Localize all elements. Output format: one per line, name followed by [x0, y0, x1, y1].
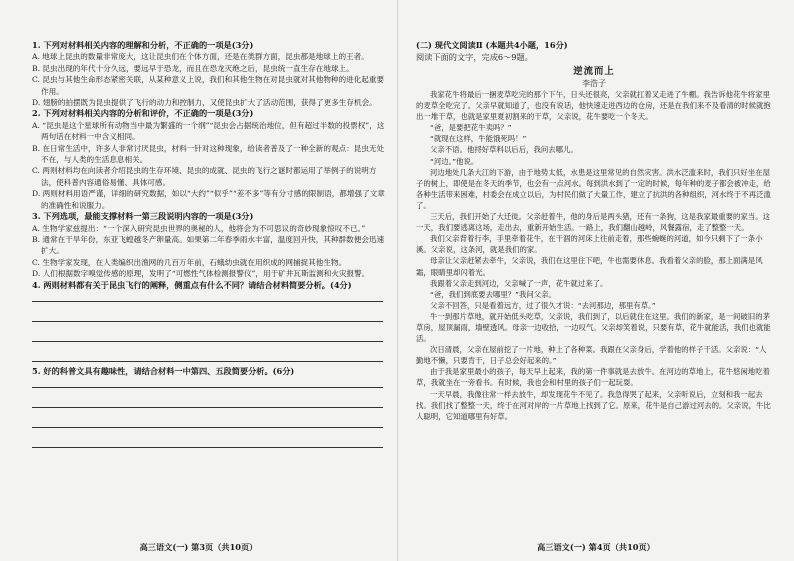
answer-line	[32, 322, 383, 342]
story-paragraph: 父亲不语。他捋好草料以后后，我问去哪儿。	[430, 145, 578, 155]
left-page-footer: 高三语文(一) 第3页（共10页）	[139, 542, 258, 552]
answer-line	[32, 302, 383, 322]
story-paragraph: 我跟着父亲走到河边，父亲喊了一声，花牛就过来了。	[430, 278, 608, 288]
answer-line	[32, 428, 383, 448]
q1-option-b: B. 昆虫出现的年代十分久远，要远早于恐龙，而且在恐龙灭绝之后，昆虫统一直生存在地球上。	[32, 63, 354, 73]
q1-option-a: A. 地球上昆虫的数量非常庞大，这让昆虫们在个体方面，还是在类群方面，昆虫都是地球上的王者。	[32, 52, 369, 62]
story-paragraph: “河边。”他说。	[430, 156, 479, 166]
q2-option-b: B. 在日常生活中，许多人非常讨厌昆虫，材料一针对这种现象，给读者普及了一种全新的观点：昆虫无处不在，与人类的生活息息相关。	[32, 143, 385, 165]
q3-option-c: C. 生物学家发现，在人类编织出渔网的几百万年前，石蛾幼虫就在用织成的网捕捉其他生物。	[32, 257, 347, 267]
answer-line	[32, 408, 383, 428]
answer-line	[32, 342, 383, 362]
section-heading: (二) 现代文阅读Ⅱ (本题共4小题，16分)	[416, 40, 568, 50]
question-4-stem: 4. 两则材料都有关于昆虫飞行的阐释，侧重点有什么不同？请结合材料简要分析。(4分)	[32, 279, 352, 290]
q2-option-a: A. “昆虫是这个星球所有动物当中最为繁盛的一个纲”“昆虫会占据统治地位，但有超过半数的投票权”，这两句话在材料一中含义相同。	[32, 120, 385, 142]
question-5-stem: 5. 好的科普文具有趣味性，请结合材料一中第四、五段简要分析。(6分)	[32, 365, 295, 376]
q1-option-d: D. 翅膀的拍摆既为昆虫提供了飞行的动力和控制力，又使昆虫扩大了活动范围，获得了更多生存机会。	[32, 98, 377, 108]
story-paragraph: 我家花牛将最后一捆麦草吃完的那个下午，日头还很亮，父亲就扛着叉走进了牛棚。我告诉他花牛将家里的麦草全吃完了。父亲早就知道了，也没有说话，他快速走进西边的仓房，还是在我们来不及看清的时候就抱出一堆干草，也就是家里夏初割来的干草，父亲说，花牛要吃一个冬天。	[416, 90, 771, 122]
story-paragraph: 一天早晨，我像往常一样去放牛，却发现花牛不见了。我急得哭了起来，父亲听说后，立刻和我一起去找。我们找了整整一天，终于在河对岸的一片草地上找到了它。原来，花牛是自己游过河去的。父亲说，牛比人聪明，它知道哪里有好草。	[416, 389, 771, 421]
story-paragraph: “爸，我们到底要去哪里？”我问父亲。	[430, 289, 556, 299]
right-page-footer: 高三语文(一) 第4页（共10页）	[537, 542, 655, 552]
story-paragraph: 由于我是家里最小的孩子，每天早上起来，我的第一件事就是去放牛。在河边的草地上，花牛悠闲地吃着草，我就坐在一旁看书。有时候，我也会和村里的孩子们一起玩耍。	[416, 367, 770, 388]
story-author: 李浩子	[582, 79, 606, 88]
q2-option-c: C. 两则材料均在向读者介绍昆虫的生存环境、昆虫的成就、昆虫的飞行之谜时都运用了举例子的说明方法，使科普内容通俗易懂、具体可感。	[32, 166, 377, 187]
q4-answer-lines[interactable]	[32, 291, 387, 362]
story-paragraph: “爸，是要把花牛卖吗？”	[430, 123, 512, 133]
q1-option-c: C. 昆虫与其他生命形态紧密关联，从某种意义上说，我们和其他生物在对昆虫就对其他物种的进化起重要作用。	[32, 75, 385, 96]
question-1-stem: 1. 下列对材料相关内容的理解和分析，不正确的一项是(3分)	[32, 40, 254, 50]
answer-line	[32, 377, 383, 388]
story-paragraph: 三天后，我们开始了大迁徙。父亲赶着牛，他的身后是两头猪，还有一条狗，这是我家最重要的家当。这一天，我们要逃离这场，走出去，重新开始生活。一路上，我们翻山越岭，风餐露宿，走了整整一天。	[416, 212, 770, 233]
right-column	[416, 40, 772, 422]
story-paragraph: 母亲让父亲赶紧去牵牛，父亲说，我们在这里住下吧，牛也需要休息。我看着父亲的脸，那上面满是风霜，眼睛里却闪着光。	[416, 256, 763, 277]
story-title: 逆流而上	[573, 66, 615, 77]
q3-option-d: D. 人们根据数字嗅觉传感的原理，发明了“可燃性气体检测报警仪”，用于矿井瓦斯监测和火灾报警。	[32, 269, 370, 279]
story-paragraph: 我们父亲背着行李，手里牵着花牛，在干涸的河床上往前走着，那些蜿蜒的河道，如今只剩下了一条小溪。父亲说，这条河，就是我们的家。	[416, 234, 763, 255]
reading-instruction: 阅读下面的文字，完成6～9题。	[416, 51, 533, 62]
story-paragraph: 牛一到那片草地，就开始低头吃草，父亲说，我们到了，以后就住在这里。我们的新家，是一间破旧的茅草房，屋顶漏雨，墙壁透风。母亲一边收拾，一边叹气。父亲却笑着说，只要有草，花牛就能活，我们也就能活。	[416, 311, 771, 344]
answer-line	[32, 388, 383, 408]
q2-option-d: D. 两则材料用语严谨，详细的研究数据，如以“大约”“似乎”“差不多”等有分寸感的限制语，都增强了文章的准确性和说服力。	[32, 189, 385, 210]
question-3-stem: 3. 下列选项，最能支撑材料一第三段说明内容的一项是(3分)	[32, 211, 254, 222]
story-paragraph: “就现在这样，牛能饿死吗！”	[430, 134, 527, 144]
story-paragraph: 父亲不回答，只是看着远方，过了很久才说：“去河那边，那里有草。”	[430, 300, 656, 310]
story-paragraph: 河边地处几条大江的下游，由于地势太低，水患是这里常见的自然灾害。洪水泛滥来时，我们只好坐在屋子的树上，即使是在冬天的季节，也会有一点河水。每到洪水到了一定的时候，每年种的麦子都会被冲走，给各种生活带来困难，村委会在成立以后，为村民们做了大量工作，建立了抗洪的各种组织，河水终于不再泛滥了。	[416, 167, 771, 210]
q3-option-a: A. 生物学家兹提出：“一个深入研究昆虫世界的奥秘的人，他将会为不可思议的奇妙现象惊叹不已。”	[32, 223, 366, 233]
q5-answer-lines[interactable]	[32, 377, 387, 448]
story-paragraph: 次日清晨，父亲在屋前挖了一片地，种上了各种菜。我跟在父亲身后，学着他的样子干活。父亲说：“人勤地不懒，只要肯干，日子总会好起来的。”	[416, 345, 767, 366]
answer-line	[32, 291, 383, 302]
left-column	[32, 40, 387, 448]
q3-option-b: B. 通常在干旱年份，东亚飞蝗越冬产卵量高。如果第二年春季雨水丰富，温度回升快，其种群数便会迅速扩大。	[32, 234, 385, 256]
question-2-stem: 2. 下列对材料相关内容的分析和评价，不正确的一项是(3分)	[32, 108, 254, 119]
right-page	[397, 0, 794, 561]
